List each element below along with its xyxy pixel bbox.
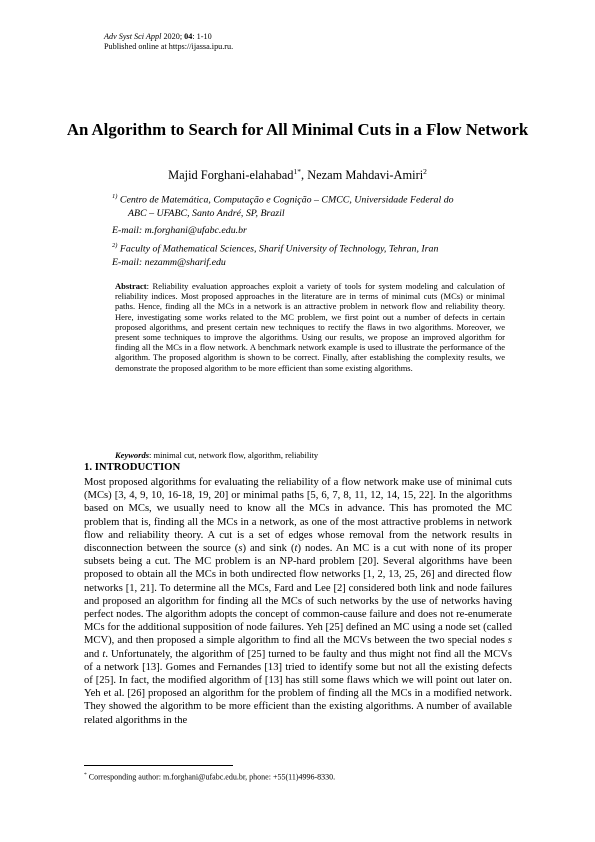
journal-citation — [104, 32, 233, 42]
journal-year: 2020; — [163, 32, 183, 41]
body-text-3: ) nodes. An MC is a cut with none of its proper subsets being a cut. The MC problem is an NP-hard problem [20]. Several algorithms have been proposed to obtain all the MCs in both undirected flow networks [1, 2, 13, 25, 26] and directed flow networks [1, 21]. To determine all the MCs, Fard and Lee [2] considered both link and node failures and proposed an algorithm for finding all the MCs of such networks by the use of networks having perfect nodes. The algorithm adopts the concept of common-cause failure and does not re-enumerate MCs for the additional supposition of node failures. Yeh [25] defined an MC using a node set (called MCV), and then proposed a simple algorithm to find all the MCVs between the two special nodes — [84, 543, 512, 647]
body-text-2: ) and sink ( — [242, 543, 295, 555]
author-line — [60, 167, 535, 183]
body-paragraph — [84, 476, 512, 727]
abstract — [115, 281, 505, 373]
journal-abbrev: Adv Syst Sci Appl — [104, 32, 162, 41]
published-online: Published online at https://ijassa.ipu.ru. — [104, 42, 234, 52]
body-var-t: t — [294, 543, 298, 555]
footnote-text: Corresponding author: m.forghani@ufabc.edu.br, phone: +55(11)4996-8330. — [86, 772, 336, 782]
affiliation-1-line-1 — [112, 189, 454, 208]
email-2: E-mail: nezamm@sharif.edu — [112, 257, 226, 268]
affiliation-2-text: Faculty of Mathematical Sciences, Sharif University of Technology, Tehran, Iran — [119, 243, 439, 255]
journal-pages: : 1-10 — [192, 32, 212, 41]
section-heading: 1. INTRODUCTION — [84, 461, 181, 473]
footnote — [84, 772, 335, 782]
author-2: Nezam Mahdavi-Amiri — [307, 168, 424, 183]
body-text-1: Most proposed algorithms for evaluating the reliability of a flow network make use of minimal cuts (MCs) [3, 4, 9, 10, 16-18, 19, 20] or minimal paths [5, 6, 7, 8, 11, 12, 14, 15, 22]. In the algorithms based on MCs, we usually need to know all the MCs in advance. This has promoted the MC problem that is, finding all the MCs in a network, as one of the most attractive problems in network flow and reliability theory. A cut is a set of edges whose removal from the network results in disconnection between the source ( — [84, 477, 512, 555]
affiliation-1-line-2: ABC – UFABC, Santo André, SP, Brazil — [128, 208, 285, 219]
author-2-mark: 2 — [423, 167, 427, 176]
keywords-label: Keywords — [115, 450, 149, 460]
body-var-s2: s — [507, 635, 512, 647]
keywords-text: : minimal cut, network flow, algorithm, reliability — [149, 450, 319, 460]
abstract-text: : Reliability evaluation approaches exploit a variety of tools for system modeling and calculation of reliability indices. Most proposed approaches in the literature are in terms of minimal cuts (MCs) or minimal paths. Hence, finding all the MCs in a network is an attractive problem in network flow and reliability theory. Here, investigating some works related to the MC problem, we first point out a number of defects in certain proposed algorithms, and present certain new techniques to rectify the flaws in two algorithms. Moreover, we present some techniques to improve the algorithms. Using our results, we propose an improved algorithm for finding all the MCs in a flow network. A benchmark network example is used to illustrate the performance of the algorithm. The proposed algorithm is shown to be correct. Finally, after establishing the complexity results, we demonstrate the proposed algorithm to be more efficient than some existing algorithms. — [115, 281, 505, 373]
body-text-5: . Unfortunately, the algorithm of [25] turned to be faulty and thus might not find all the MCVs of a network [13]. Gomes and Fernandes [13] tried to identify some but not all the existing defects of [25]. In fact, the modified algorithm of [13] has still some flaws which we will point out later on. Yeh et al. [26] proposed an algorithm for the problem of finding all the MCs in a modified network. They showed the algorithm to be more efficient than the existing algorithms. A number of available related algorithms in the — [84, 648, 512, 726]
affiliation-1-mark: 1) — [112, 193, 118, 200]
author-1: Majid Forghani-elahabad — [168, 168, 294, 183]
journal-header — [104, 32, 233, 52]
abstract-label: Abstract — [115, 281, 147, 291]
body-var-s: s — [238, 543, 243, 555]
paper-title: An Algorithm to Search for All Minimal Cuts in a Flow Network — [66, 120, 529, 139]
journal-volume: 04 — [184, 32, 193, 41]
body-var-t2: t — [102, 648, 106, 660]
author-separator: , — [300, 168, 308, 183]
footnote-rule — [84, 765, 233, 766]
affiliation-2 — [112, 238, 438, 257]
body-text-4: and — [84, 648, 103, 660]
author-1-mark: 1* — [293, 167, 301, 176]
email-1: E-mail: m.forghani@ufabc.edu.br — [112, 225, 247, 236]
keywords — [115, 450, 505, 460]
affiliation-2-mark: 2) — [112, 242, 118, 249]
affiliation-1-text: Centro de Matemática, Computação e Cognição – CMCC, Universidade Federal do — [119, 194, 454, 206]
footnote-mark: * — [84, 772, 87, 778]
